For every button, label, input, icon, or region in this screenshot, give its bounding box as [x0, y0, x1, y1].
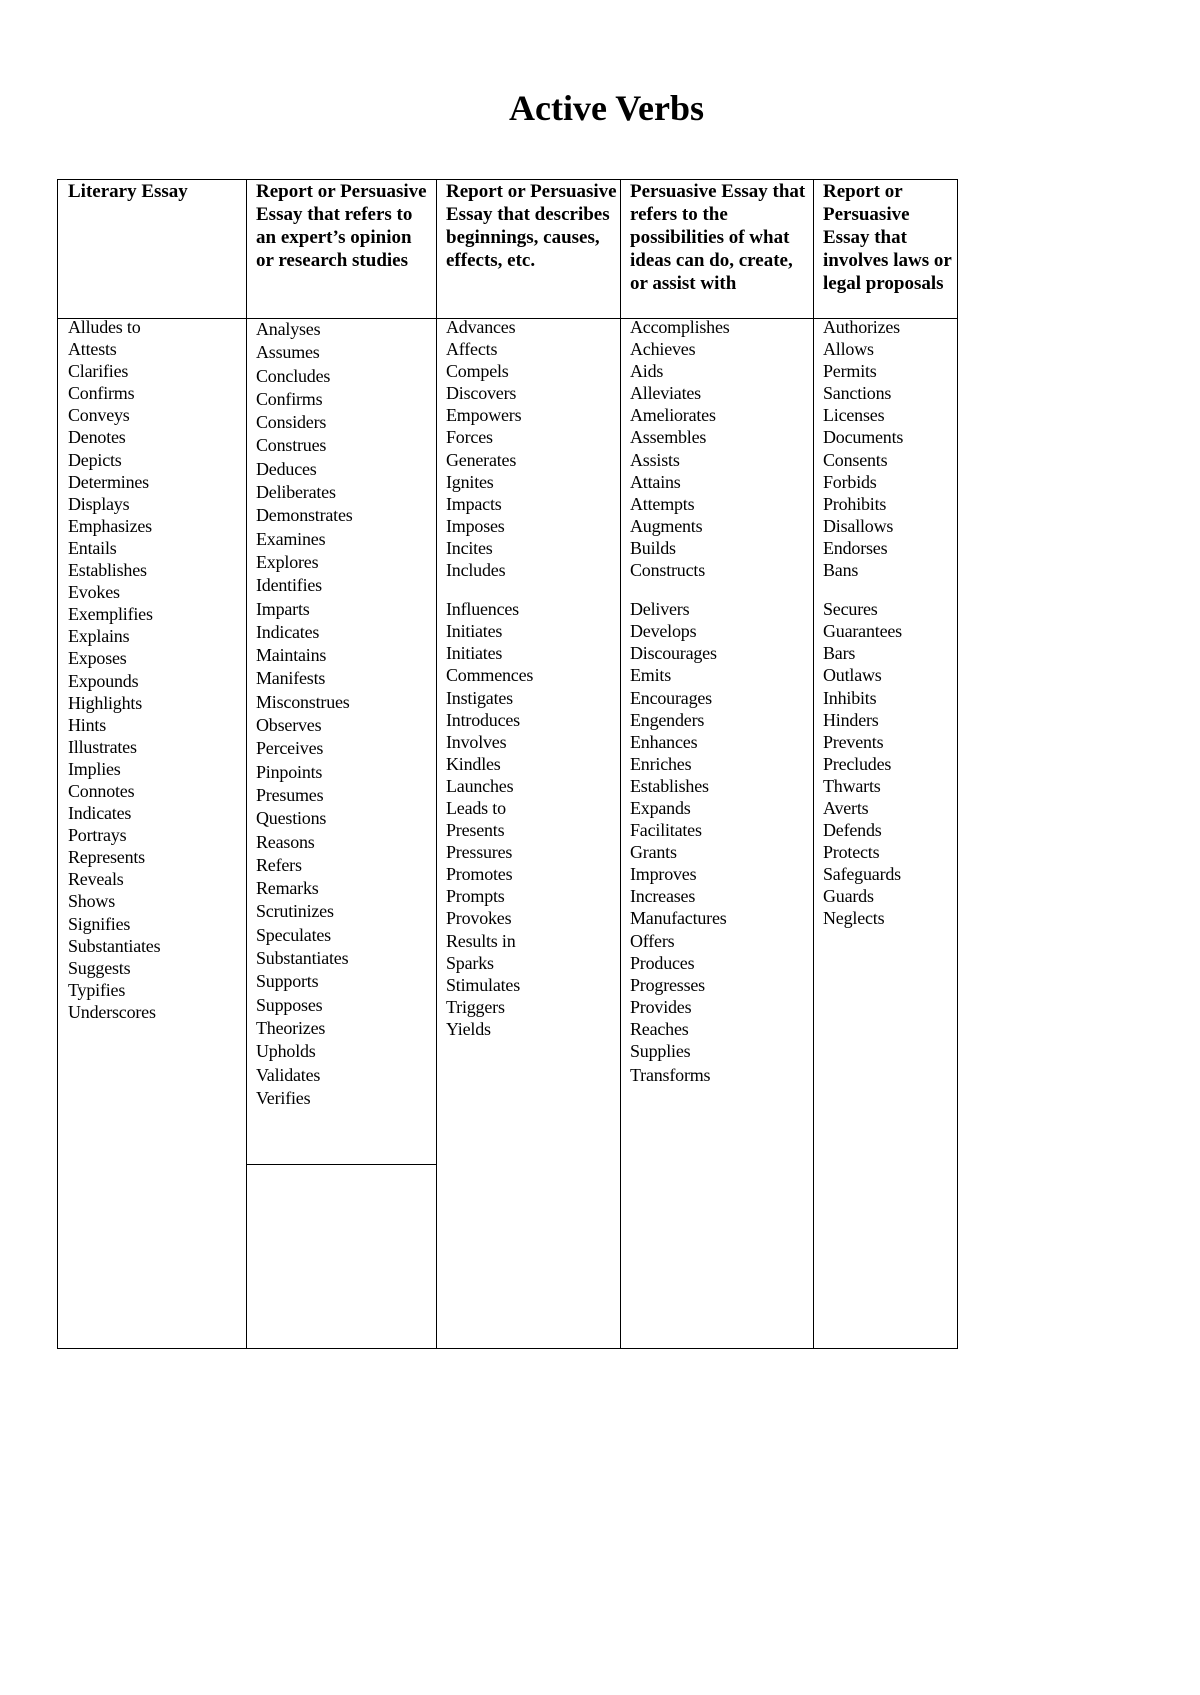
verb-item: Expounds	[68, 670, 139, 691]
verb-item: Prompts	[446, 886, 505, 907]
column-header: Report or Persuasive Essay that refers to an expert’s opinion or research studies	[256, 181, 427, 271]
verb-item: Scrutinizes	[256, 901, 334, 922]
verb-item: Averts	[823, 797, 869, 818]
verb-item: Secures	[823, 599, 878, 620]
verb-item: Bars	[823, 643, 856, 664]
verb-item: Highlights	[68, 692, 143, 713]
verb-list	[256, 318, 353, 1110]
verb-item: Progresses	[630, 974, 705, 995]
verb-item: Stimulates	[446, 974, 520, 995]
verb-item: Ignites	[446, 471, 494, 492]
verb-item: Transforms	[630, 1065, 711, 1086]
verb-item: Documents	[823, 427, 904, 448]
verb-item: Assembles	[630, 427, 707, 448]
group-spacer	[823, 581, 903, 598]
column-divider	[620, 179, 621, 1349]
verb-item: Typifies	[68, 979, 126, 1000]
verb-item: Provides	[630, 996, 692, 1017]
verb-item: Consents	[823, 449, 888, 470]
verb-item: Explains	[68, 626, 130, 647]
verb-item: Presumes	[256, 784, 324, 805]
verb-item: Implies	[68, 758, 121, 779]
verb-item: Assumes	[256, 342, 320, 363]
verb-item: Introduces	[446, 709, 520, 730]
verb-item: Determines	[68, 471, 149, 492]
verb-item: Alleviates	[630, 383, 701, 404]
verb-item: Outlaws	[823, 665, 882, 686]
verb-item: Triggers	[446, 996, 505, 1017]
verb-item: Establishes	[68, 560, 147, 581]
verb-item: Supposes	[256, 994, 323, 1015]
verb-item: Initiates	[446, 643, 503, 664]
verb-item: Confirms	[68, 383, 135, 404]
verb-item: Guarantees	[823, 621, 902, 642]
verb-item: Clarifies	[68, 361, 129, 382]
verb-item: Denotes	[68, 427, 126, 448]
verb-item: Forces	[446, 427, 493, 448]
verb-item: Neglects	[823, 908, 885, 929]
verb-item: Promotes	[446, 864, 513, 885]
verb-item: Represents	[68, 847, 145, 868]
verb-item: Deduces	[256, 458, 317, 479]
verb-item: Deliberates	[256, 482, 336, 503]
verb-item: Theorizes	[256, 1017, 326, 1038]
verb-item: Safeguards	[823, 864, 901, 885]
verb-item: Exposes	[68, 648, 127, 669]
verb-item: Verifies	[256, 1087, 311, 1108]
verb-item: Questions	[256, 808, 327, 829]
verb-item: Emits	[630, 665, 672, 686]
verb-item: Displays	[68, 493, 130, 514]
verb-item: Sparks	[446, 952, 494, 973]
verb-item: Remarks	[256, 878, 319, 899]
verb-item: Demonstrates	[256, 505, 353, 526]
verb-item: Delivers	[630, 599, 690, 620]
verb-item: Achieves	[630, 339, 696, 360]
verb-item: Identifies	[256, 575, 322, 596]
verb-item: Indicates	[256, 621, 320, 642]
verb-item: Aids	[630, 361, 664, 382]
verb-item: Emphasizes	[68, 515, 152, 536]
verb-item: Develops	[630, 621, 697, 642]
verb-item: Supports	[256, 971, 319, 992]
page-title: Active Verbs	[509, 88, 704, 128]
verb-item: Imparts	[256, 598, 310, 619]
verb-item: Attests	[68, 339, 117, 360]
verb-item: Validates	[256, 1064, 321, 1085]
verb-item: Alludes to	[68, 317, 141, 337]
verb-item: Offers	[630, 930, 675, 951]
verb-item: Initiates	[446, 621, 503, 642]
verb-item: Constructs	[630, 560, 706, 581]
verb-item: Instigates	[446, 687, 513, 708]
verb-item: Connotes	[68, 780, 135, 801]
verb-item: Assists	[630, 449, 680, 470]
verb-item: Includes	[446, 560, 506, 581]
verb-item: Portrays	[68, 825, 127, 846]
verb-item: Discovers	[446, 383, 517, 404]
column-divider	[436, 179, 437, 1349]
verb-item: Misconstrues	[256, 691, 350, 712]
verb-item: Launches	[446, 775, 514, 796]
verb-item: Discourages	[630, 643, 717, 664]
verb-item: Thwarts	[823, 775, 881, 796]
verb-item: Hints	[68, 714, 107, 735]
verb-item: Prohibits	[823, 493, 887, 514]
verb-item: Augments	[630, 515, 703, 536]
verb-item: Authorizes	[823, 317, 900, 337]
verb-item: Generates	[446, 449, 517, 470]
column-header: Persuasive Essay that refers to the possibilities of what ideas can do, create, or assist with	[630, 181, 806, 294]
verb-item: Presents	[446, 820, 505, 841]
verb-item: Empowers	[446, 405, 522, 426]
verb-item: Explores	[256, 551, 319, 572]
verb-item: Ameliorates	[630, 405, 716, 426]
verb-item: Licenses	[823, 405, 885, 426]
verb-item: Engenders	[630, 709, 705, 730]
verb-item: Supplies	[630, 1041, 691, 1061]
verb-item: Hinders	[823, 709, 879, 730]
verb-item: Reasons	[256, 831, 315, 852]
group-spacer	[446, 581, 533, 598]
verb-item: Precludes	[823, 753, 892, 774]
verb-item: Forbids	[823, 471, 877, 492]
verb-item: Improves	[630, 864, 697, 885]
verb-item: Provokes	[446, 908, 512, 929]
verb-item: Expands	[630, 797, 691, 818]
verb-item: Results in	[446, 930, 516, 951]
verb-item: Suggests	[68, 957, 131, 978]
verb-item: Guards	[823, 886, 874, 907]
verb-item: Pinpoints	[256, 761, 323, 782]
verb-item: Increases	[630, 886, 696, 907]
verb-item: Speculates	[256, 924, 331, 945]
verb-item: Enhances	[630, 731, 698, 752]
verb-item: Bans	[823, 560, 859, 581]
verb-item: Facilitates	[630, 820, 702, 841]
verb-item: Imposes	[446, 515, 505, 536]
verb-item: Allows	[823, 339, 874, 360]
verb-item: Analyses	[256, 319, 321, 339]
verb-item: Defends	[823, 820, 882, 841]
verb-item: Signifies	[68, 913, 131, 934]
verb-item: Produces	[630, 952, 695, 973]
verb-item: Depicts	[68, 449, 122, 470]
verb-item: Reaches	[630, 1018, 689, 1039]
verb-item: Influences	[446, 599, 519, 620]
verb-item: Affects	[446, 339, 498, 360]
verb-item: Protects	[823, 842, 880, 863]
verb-item: Commences	[446, 665, 534, 686]
verb-item: Establishes	[630, 775, 709, 796]
verb-item: Prevents	[823, 731, 884, 752]
verb-item: Compels	[446, 361, 509, 382]
verb-item: Builds	[630, 537, 676, 558]
verb-item: Manifests	[256, 668, 326, 689]
verb-item: Grants	[630, 842, 677, 863]
verb-item: Impacts	[446, 493, 502, 514]
verb-item: Maintains	[256, 645, 327, 666]
column-header: Report or Persuasive Essay that describes beginnings, causes, effects, etc.	[446, 181, 617, 271]
verb-item: Pressures	[446, 842, 513, 863]
verb-item: Observes	[256, 715, 322, 736]
verb-item: Conveys	[68, 405, 130, 426]
column-header: Literary Essay	[68, 181, 188, 202]
verb-item: Attempts	[630, 493, 695, 514]
verb-item: Manufactures	[630, 908, 727, 929]
verb-item: Shows	[68, 891, 116, 912]
verb-item: Substantiates	[256, 948, 349, 969]
group-spacer	[630, 581, 730, 598]
verb-item: Endorses	[823, 537, 888, 558]
verb-item: Incites	[446, 537, 493, 558]
verb-item: Reveals	[68, 869, 124, 890]
verb-item: Concludes	[256, 365, 331, 386]
verb-item: Upholds	[256, 1041, 316, 1062]
verb-item: Construes	[256, 435, 327, 456]
verb-item: Confirms	[256, 388, 323, 409]
verb-item: Involves	[446, 731, 507, 752]
column-header: Report or Persuasive Essay that involves laws or legal proposals	[823, 181, 952, 294]
verb-item: Yields	[446, 1018, 491, 1039]
verb-item: Examines	[256, 528, 326, 549]
verb-item: Inhibits	[823, 687, 877, 708]
verb-item: Indicates	[68, 803, 132, 824]
verb-item: Considers	[256, 412, 327, 433]
verb-item: Entails	[68, 537, 117, 558]
verb-item: Substantiates	[68, 935, 161, 956]
verb-item: Refers	[256, 854, 302, 875]
verb-list	[630, 316, 730, 1086]
verb-item: Underscores	[68, 1001, 156, 1022]
verb-item: Encourages	[630, 687, 712, 708]
verb-item: Leads to	[446, 797, 506, 818]
verb-list	[446, 316, 533, 1040]
verb-item: Attains	[630, 471, 681, 492]
verb-item: Perceives	[256, 738, 324, 759]
verb-item: Enriches	[630, 753, 692, 774]
verb-item: Accomplishes	[630, 317, 730, 337]
column-divider	[813, 179, 814, 1349]
column-divider	[246, 179, 247, 1349]
verb-item: Evokes	[68, 582, 120, 603]
verb-item: Advances	[446, 317, 516, 337]
column-2-bottom-rule	[246, 1164, 436, 1165]
verb-item: Exemplifies	[68, 604, 153, 625]
verb-item: Sanctions	[823, 383, 892, 404]
verb-item: Illustrates	[68, 736, 137, 757]
verb-item: Kindles	[446, 753, 501, 774]
verb-item: Permits	[823, 361, 877, 382]
verb-list	[823, 316, 903, 930]
verb-list	[68, 316, 160, 1023]
verb-item: Disallows	[823, 515, 894, 536]
